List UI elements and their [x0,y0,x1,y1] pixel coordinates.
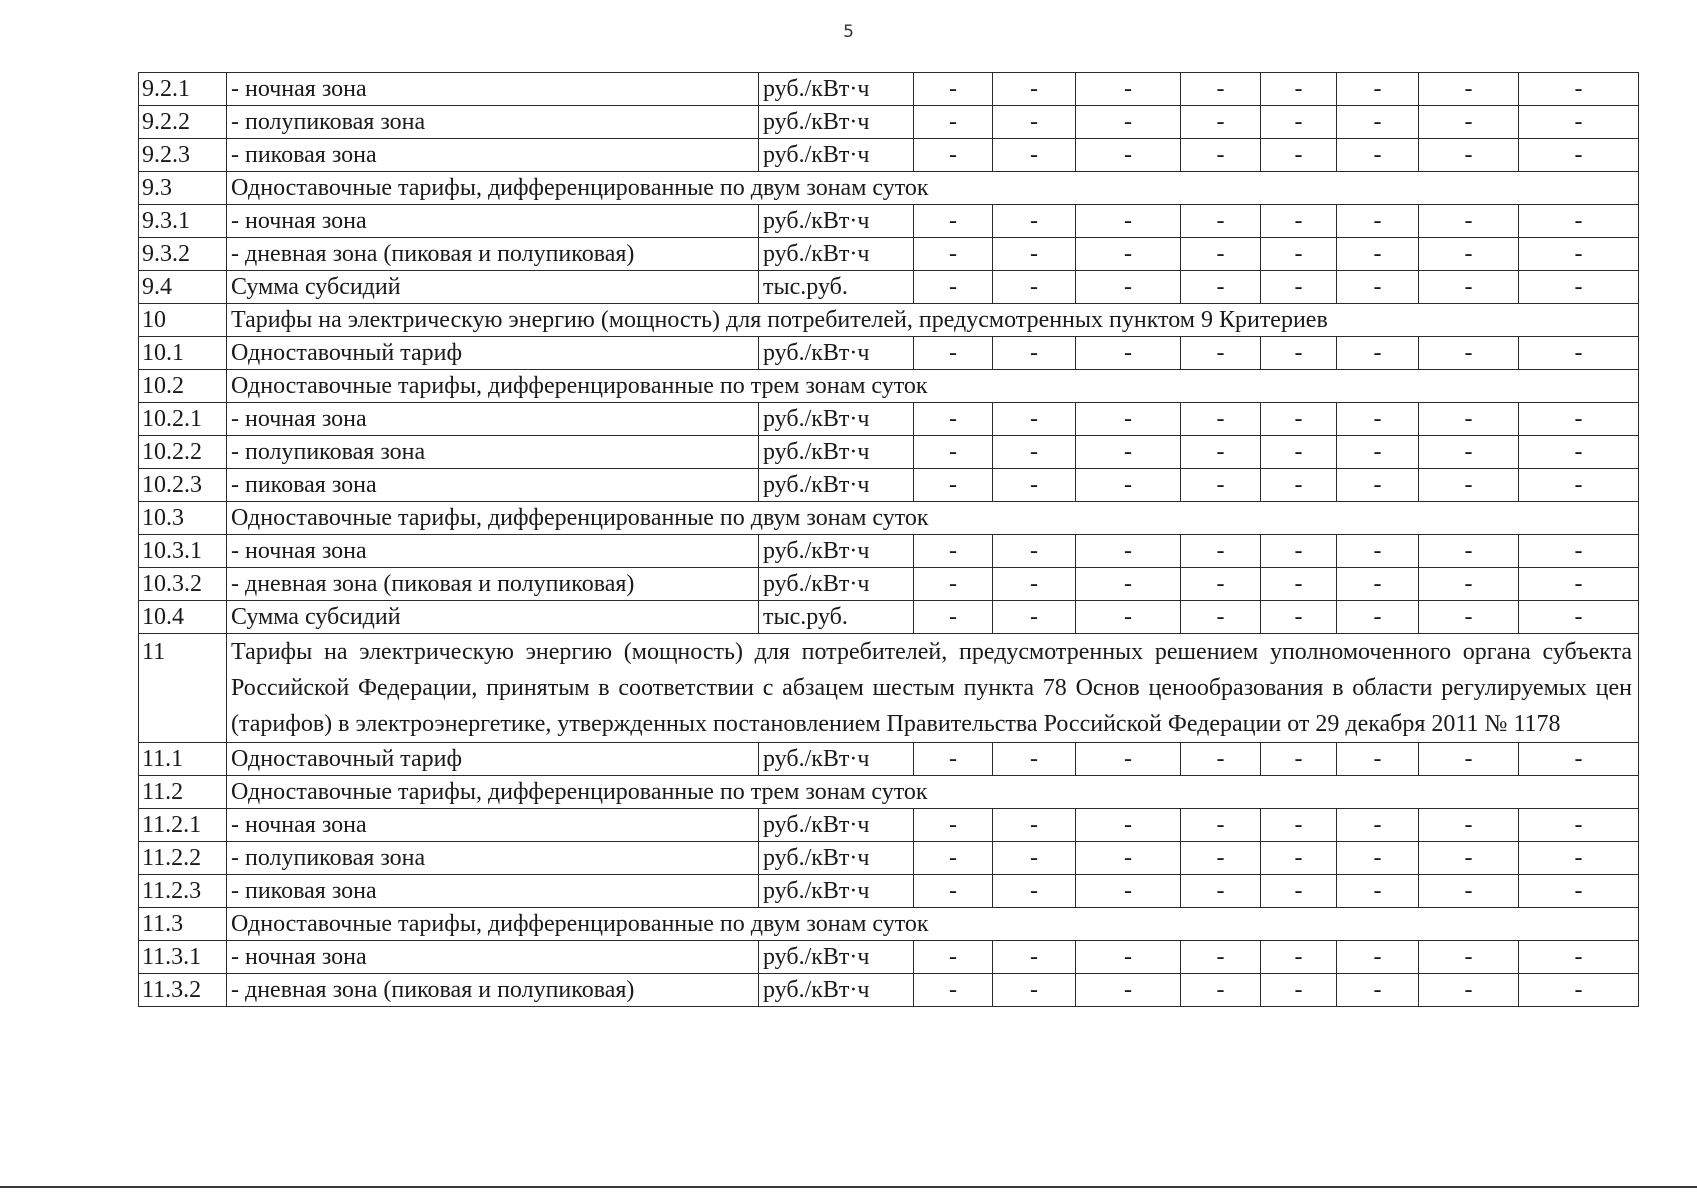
section-heading: Тарифы на электрическую энергию (мощность) для потребителей, предусмотренных пунктом 9 Критериев [227,304,1639,337]
table-body [139,73,1639,1007]
row-unit: руб./кВт·ч [759,403,914,436]
value-cell: - [1261,73,1337,106]
value-cell: - [914,337,993,370]
row-number: 9.2.1 [139,73,227,106]
table-row [139,337,1639,370]
value-cell: - [1076,469,1181,502]
row-unit: руб./кВт·ч [759,106,914,139]
value-cell: - [1076,743,1181,776]
value-cell: - [1519,743,1639,776]
page-bottom-edge [0,1186,1697,1188]
value-cell: - [1076,139,1181,172]
value-cell: - [1261,436,1337,469]
value-cell: - [1181,974,1261,1007]
value-cell: - [914,535,993,568]
value-cell: - [1337,205,1419,238]
row-label: Сумма субсидий [227,601,759,634]
value-cell: - [1261,601,1337,634]
section-heading: Тарифы на электрическую энергию (мощность) для потребителей, предусмотренных решением уполномоченного органа субъекта Российской Федерации, принятым в соответствии с абзацем шестым пункта 78 Основ ценообразования в области регулируемых цен (тарифов) в электроэнергетике, утвержденных постановлением Правительства Российской Федерации от 29 декабря 2011 № 1178 [227,634,1639,743]
value-cell: - [1076,337,1181,370]
value-cell: - [993,568,1076,601]
value-cell: - [1519,535,1639,568]
row-number: 11.1 [139,743,227,776]
row-number: 9.4 [139,271,227,304]
value-cell: - [993,842,1076,875]
table-row [139,271,1639,304]
value-cell: - [914,73,993,106]
value-cell: - [993,106,1076,139]
row-label: Сумма субсидий [227,271,759,304]
value-cell: - [914,205,993,238]
row-number: 9.3.1 [139,205,227,238]
value-cell: - [1519,601,1639,634]
value-cell: - [1419,106,1519,139]
table-row [139,238,1639,271]
row-unit: руб./кВт·ч [759,205,914,238]
row-number: 10.1 [139,337,227,370]
value-cell: - [993,941,1076,974]
value-cell: - [1181,568,1261,601]
row-unit: руб./кВт·ч [759,337,914,370]
row-number: 10.2 [139,370,227,403]
row-label: - дневная зона (пиковая и полупиковая) [227,238,759,271]
value-cell: - [1337,403,1419,436]
section-heading: Одноставочные тарифы, дифференцированные по двум зонам суток [227,172,1639,205]
row-number: 11.3.1 [139,941,227,974]
row-number: 11.2.3 [139,875,227,908]
value-cell: - [1337,139,1419,172]
row-number: 10.3.2 [139,568,227,601]
value-cell: - [993,469,1076,502]
value-cell: - [993,205,1076,238]
value-cell: - [1076,271,1181,304]
table-row [139,842,1639,875]
section-heading: Одноставочные тарифы, дифференцированные по двум зонам суток [227,502,1639,535]
row-number: 10.4 [139,601,227,634]
value-cell: - [1419,875,1519,908]
table-row [139,601,1639,634]
value-cell: - [1419,205,1519,238]
value-cell: - [993,436,1076,469]
row-label: - полупиковая зона [227,106,759,139]
value-cell: - [993,601,1076,634]
row-label: - ночная зона [227,403,759,436]
value-cell: - [1261,568,1337,601]
table-row [139,634,1639,743]
value-cell: - [1076,601,1181,634]
value-cell: - [914,469,993,502]
value-cell: - [1519,205,1639,238]
table-row [139,776,1639,809]
value-cell: - [1261,469,1337,502]
row-number: 10.2.2 [139,436,227,469]
value-cell: - [914,106,993,139]
row-unit: руб./кВт·ч [759,73,914,106]
section-heading: Одноставочные тарифы, дифференцированные по трем зонам суток [227,776,1639,809]
value-cell: - [1261,941,1337,974]
row-label: Одноставочный тариф [227,743,759,776]
value-cell: - [1419,337,1519,370]
row-label: - ночная зона [227,809,759,842]
value-cell: - [1076,73,1181,106]
row-label: - полупиковая зона [227,842,759,875]
value-cell: - [1337,535,1419,568]
value-cell: - [1337,73,1419,106]
value-cell: - [993,271,1076,304]
value-cell: - [1261,809,1337,842]
value-cell: - [1076,106,1181,139]
table-row [139,809,1639,842]
value-cell: - [1337,875,1419,908]
value-cell: - [1337,941,1419,974]
value-cell: - [1337,238,1419,271]
table-row [139,535,1639,568]
row-unit: руб./кВт·ч [759,743,914,776]
value-cell: - [993,73,1076,106]
value-cell: - [1261,535,1337,568]
value-cell: - [1419,238,1519,271]
row-unit: руб./кВт·ч [759,809,914,842]
table-row [139,908,1639,941]
value-cell: - [1337,601,1419,634]
value-cell: - [1519,238,1639,271]
row-unit: руб./кВт·ч [759,568,914,601]
table-row [139,370,1639,403]
value-cell: - [1261,743,1337,776]
value-cell: - [1181,106,1261,139]
value-cell: - [1519,941,1639,974]
row-label: - пиковая зона [227,469,759,502]
section-heading: Одноставочные тарифы, дифференцированные по двум зонам суток [227,908,1639,941]
row-label: - пиковая зона [227,139,759,172]
value-cell: - [1419,271,1519,304]
value-cell: - [1519,875,1639,908]
value-cell: - [914,403,993,436]
value-cell: - [1261,238,1337,271]
row-number: 9.2.3 [139,139,227,172]
value-cell: - [1181,139,1261,172]
value-cell: - [1419,974,1519,1007]
value-cell: - [914,875,993,908]
value-cell: - [1419,809,1519,842]
row-number: 10.3 [139,502,227,535]
value-cell: - [1419,535,1519,568]
row-unit: руб./кВт·ч [759,875,914,908]
value-cell: - [1181,842,1261,875]
value-cell: - [993,809,1076,842]
value-cell: - [1181,73,1261,106]
value-cell: - [1337,568,1419,601]
value-cell: - [993,403,1076,436]
table-row [139,568,1639,601]
value-cell: - [1261,337,1337,370]
value-cell: - [1337,809,1419,842]
value-cell: - [914,436,993,469]
value-cell: - [1181,601,1261,634]
page-number: 5 [843,22,854,42]
value-cell: - [1419,403,1519,436]
row-unit: руб./кВт·ч [759,139,914,172]
table-row [139,436,1639,469]
value-cell: - [1076,535,1181,568]
value-cell: - [1181,436,1261,469]
value-cell: - [1419,73,1519,106]
value-cell: - [914,842,993,875]
value-cell: - [993,974,1076,1007]
row-unit: руб./кВт·ч [759,535,914,568]
row-label: - дневная зона (пиковая и полупиковая) [227,568,759,601]
value-cell: - [1181,238,1261,271]
value-cell: - [914,941,993,974]
value-cell: - [1419,436,1519,469]
value-cell: - [1076,974,1181,1007]
value-cell: - [1181,337,1261,370]
value-cell: - [1076,875,1181,908]
table-row [139,941,1639,974]
row-number: 9.3 [139,172,227,205]
value-cell: - [1519,436,1639,469]
value-cell: - [993,875,1076,908]
value-cell: - [1261,875,1337,908]
value-cell: - [1181,205,1261,238]
value-cell: - [1076,403,1181,436]
table-row [139,469,1639,502]
value-cell: - [1519,403,1639,436]
value-cell: - [914,568,993,601]
value-cell: - [1261,139,1337,172]
value-cell: - [993,238,1076,271]
row-unit: тыс.руб. [759,271,914,304]
value-cell: - [1076,205,1181,238]
value-cell: - [1261,842,1337,875]
row-number: 9.2.2 [139,106,227,139]
value-cell: - [1261,205,1337,238]
value-cell: - [914,601,993,634]
table-row [139,304,1639,337]
row-number: 10.2.1 [139,403,227,436]
value-cell: - [1519,974,1639,1007]
value-cell: - [993,139,1076,172]
value-cell: - [1519,809,1639,842]
section-heading: Одноставочные тарифы, дифференцированные по трем зонам суток [227,370,1639,403]
value-cell: - [1261,974,1337,1007]
row-unit: руб./кВт·ч [759,941,914,974]
value-cell: - [1337,436,1419,469]
value-cell: - [1181,875,1261,908]
value-cell: - [1519,139,1639,172]
value-cell: - [1337,271,1419,304]
value-cell: - [1181,743,1261,776]
table-row [139,205,1639,238]
value-cell: - [914,238,993,271]
value-cell: - [1519,568,1639,601]
value-cell: - [1076,568,1181,601]
value-cell: - [1076,238,1181,271]
value-cell: - [1337,337,1419,370]
value-cell: - [1419,743,1519,776]
value-cell: - [1337,842,1419,875]
table-row [139,172,1639,205]
value-cell: - [1419,842,1519,875]
value-cell: - [1261,403,1337,436]
value-cell: - [1261,271,1337,304]
row-label: - ночная зона [227,941,759,974]
value-cell: - [1337,974,1419,1007]
row-number: 11.2.2 [139,842,227,875]
value-cell: - [1076,809,1181,842]
value-cell: - [1076,436,1181,469]
row-label: - пиковая зона [227,875,759,908]
value-cell: - [1419,568,1519,601]
value-cell: - [1519,106,1639,139]
row-label: - ночная зона [227,535,759,568]
row-unit: руб./кВт·ч [759,436,914,469]
row-label: - дневная зона (пиковая и полупиковая) [227,974,759,1007]
row-number: 9.3.2 [139,238,227,271]
row-unit: руб./кВт·ч [759,238,914,271]
tariff-table [138,72,1639,1007]
value-cell: - [1337,469,1419,502]
value-cell: - [1419,469,1519,502]
value-cell: - [1181,469,1261,502]
row-label: - ночная зона [227,73,759,106]
value-cell: - [1519,271,1639,304]
row-unit: тыс.руб. [759,601,914,634]
table-row [139,106,1639,139]
value-cell: - [1519,469,1639,502]
row-unit: руб./кВт·ч [759,842,914,875]
table-row [139,743,1639,776]
value-cell: - [1419,139,1519,172]
row-unit: руб./кВт·ч [759,974,914,1007]
value-cell: - [1519,337,1639,370]
value-cell: - [1181,809,1261,842]
value-cell: - [1419,601,1519,634]
table-row [139,875,1639,908]
value-cell: - [1076,842,1181,875]
value-cell: - [1337,106,1419,139]
table-row [139,974,1639,1007]
value-cell: - [1181,403,1261,436]
value-cell: - [1419,941,1519,974]
value-cell: - [914,271,993,304]
row-number: 10.2.3 [139,469,227,502]
row-number: 11.3.2 [139,974,227,1007]
table-row [139,139,1639,172]
value-cell: - [1519,842,1639,875]
row-number: 11.3 [139,908,227,941]
row-number: 10 [139,304,227,337]
value-cell: - [993,337,1076,370]
row-number: 11.2 [139,776,227,809]
row-number: 11 [139,634,227,743]
value-cell: - [993,535,1076,568]
value-cell: - [914,809,993,842]
value-cell: - [993,743,1076,776]
value-cell: - [1181,535,1261,568]
value-cell: - [914,743,993,776]
row-number: 10.3.1 [139,535,227,568]
value-cell: - [914,139,993,172]
value-cell: - [1261,106,1337,139]
table-row [139,73,1639,106]
row-label: Одноставочный тариф [227,337,759,370]
row-label: - ночная зона [227,205,759,238]
value-cell: - [914,974,993,1007]
value-cell: - [1181,941,1261,974]
table-row [139,403,1639,436]
value-cell: - [1519,73,1639,106]
table-row [139,502,1639,535]
row-unit: руб./кВт·ч [759,469,914,502]
value-cell: - [1181,271,1261,304]
value-cell: - [1076,941,1181,974]
row-number: 11.2.1 [139,809,227,842]
row-label: - полупиковая зона [227,436,759,469]
value-cell: - [1337,743,1419,776]
